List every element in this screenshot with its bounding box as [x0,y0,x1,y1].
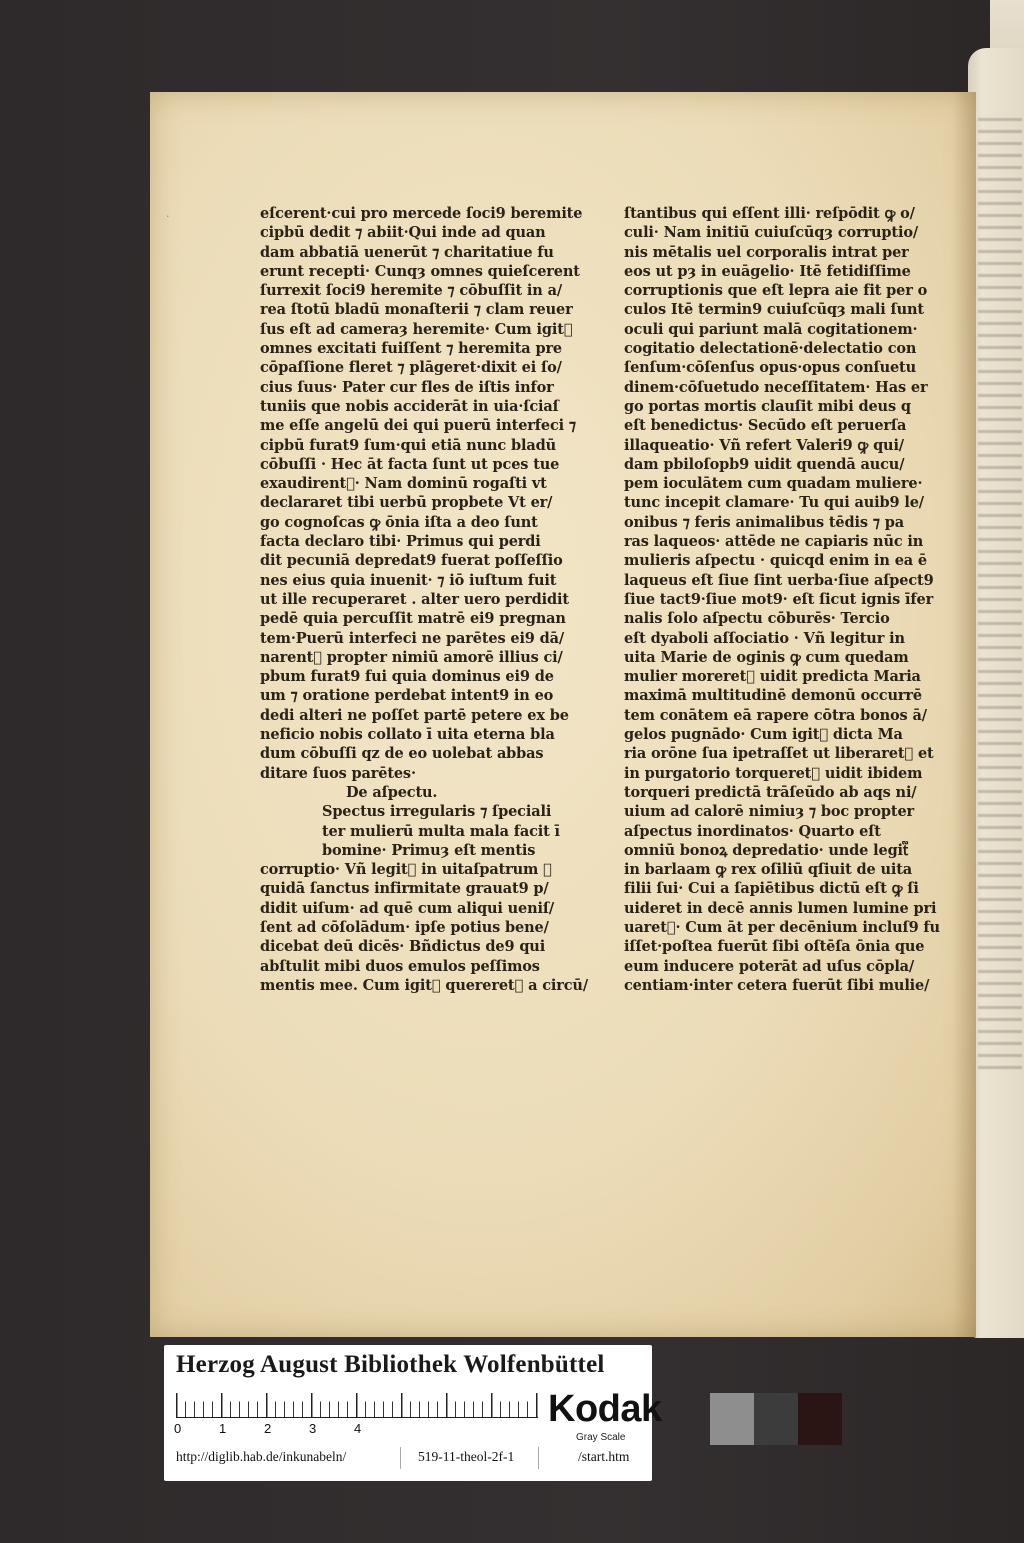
kodak-logo: Kodak [548,1388,662,1430]
text-line: iſſet·poſtea fuerūt ſibi oſtēſa ōnia que [624,938,925,956]
ruler-label: 2 [264,1421,272,1436]
text-line: oculi qui pariunt malā cogitationem· [624,320,918,338]
text-line: erunt recepti· Cunqȝ omnes quieſcerent [260,262,580,280]
text-line: pedē quia percuſſit matrē ei9 pregnan [260,610,566,628]
text-line: mulieris aſpectu · quicqd enim in ea ē [624,552,927,570]
text-line: dedi alteri ne poſſet partē petere ex be [260,706,569,724]
ruler-label: 3 [309,1421,317,1436]
text-line: dam pbiloſopb9 uidit quendā aucu/ [624,455,905,473]
text-line: cogitatio delectationē·delectatio con [624,340,917,358]
text-line: go cognoſcas ꝙ ōnia iſta a deo ſunt [260,513,538,531]
text-line: nalis ſolo aſpectu cōburēs· Tercio [624,610,890,628]
section-heading: De aſpectu. [346,783,438,801]
text-line: ter mulierū multa mala facit ī [322,822,560,840]
text-line: eſt dyaboli aſſociatio · Vñ legitur in [624,629,905,647]
text-line: mulier moreret᷑ uidit predicta Maria [624,668,921,686]
color-calibration-card [164,1345,662,1481]
text-line: ſtantibus qui eſſent illi· reſpōdit ꝙ o/ [624,205,915,222]
text-line: in purgatorio torqueret᷑ uidit ibidem [624,764,923,782]
text-line: torqueri predictā trāſeūdo ab aqs ni/ [624,783,917,801]
ruler-label: 0 [174,1421,182,1436]
text-line: cius ſuus· Pater cur fles de iſtis infor [260,378,554,396]
text-line: dicebat deū dicēs· Bñdictus de9 qui [260,938,546,956]
text-line: ut ille recuperaret . alter uero perdidit [260,590,569,608]
manuscript-page [150,92,976,1337]
text-line: mentis mee. Cum igit᷑ quereret᷑ a circū/ [260,976,588,994]
text-line: cōpaſſione fleret ⁊ plāgeret·dixit ei ſo/ [260,359,562,377]
text-line: ras laqueos· attēde ne capiaris nūc in [624,533,924,551]
text-line: quidā ſanctus infirmitate grauat9 p/ [260,880,549,898]
margin-smudge: · [166,210,170,223]
text-line: dit pecuniā depredat9 fuerat poſſeſſio [260,552,563,570]
library-name: Herzog August Bibliothek Wolfenbüttel [176,1351,605,1378]
text-line: omnes excitati fuiſſent ⁊ heremita pre [260,340,563,358]
shelfmark: 519-11-theol-2f-1 [418,1449,515,1464]
footer-divider [400,1447,401,1469]
gray-patch [754,1393,798,1445]
text-line: maximā multitudinē demonū occurrē [624,687,922,705]
text-line: uita Marie de oginis ꝙ cum quedam [624,648,909,666]
text-line: cipbū dedit ⁊ abiit·Qui inde ad quan [260,224,546,242]
text-line: uium ad calorē nimiuȝ ⁊ boc propter [624,803,915,821]
gray-scale-patches [710,1393,842,1445]
text-line: tuniis que nobis acciderāt in uia·ſciaſ [260,397,559,415]
gray-scale-label: Gray Scale [576,1432,626,1443]
text-line: Spectus irregularis ⁊ ſpeciali [322,803,552,821]
text-line: ſent ad cōſolādum· ipſe potius bene/ [260,918,549,936]
text-line: culi· Nam initiū cuiuſcūqȝ corruptio/ [624,224,918,242]
next-leaf-edge [968,48,1024,1338]
gray-patch [710,1393,754,1445]
text-line: culos Itē termin9 cuiuſcūqȝ mali ſunt [624,301,924,319]
text-line: um ⁊ oratione perdebat intent9 in eo [260,687,554,705]
right-text-column [624,204,954,995]
text-line: cipbū furat9 ſum·qui etiā nunc bladū [260,436,556,454]
text-line: filii ſui· Cui a ſapiētibus dictū eſt ꝙ ſi [624,880,919,898]
text-line: bomine· Primuȝ eſt mentis [322,841,536,859]
text-line: uaret᷑· Cum āt per decēnium incluſ9 fu [624,918,940,936]
text-line: didit uiſum· ad quē cum aliqui ueniſ/ [260,899,555,917]
text-line: tem conātem eā rapere cōtra bonos ā/ [624,706,927,724]
text-line: ſurrexit ſoci9 heremite ⁊ cōbuſſit in a/ [260,282,562,300]
text-line: tem·Puerū interfeci ne parētes ei9 dā/ [260,629,565,647]
text-line: dum cōbuſſi qz de eo uolebat abbas [260,745,544,763]
text-line: narent᷑ propter nimiū amorē illius ci/ [260,648,563,666]
text-line: nis mētalis uel corporalis intrat per [624,243,909,261]
footer-divider [538,1447,539,1469]
text-line: pbum furat9 fui quia dominus ei9 de [260,668,554,686]
text-line: cōbuſſi · Hec āt facta ſunt ut pces tue [260,455,560,473]
text-line: dinem·cōſuetudo neceſſitatem· Has er [624,378,928,396]
text-line: centiam·inter cetera fuerūt ſibi mulie/ [624,976,930,994]
text-line: ſus eſt ad cameraȝ heremite· Cum igit᷑ [260,320,573,338]
text-line: onibus ⁊ feris animalibus tēdis ⁊ pa [624,513,904,531]
text-line: ſenſum·cōſenſus opus·opus conſuetu [624,359,916,377]
text-line: eſcerent·cui pro mercede ſoci9 beremite [260,205,583,222]
gray-patch [798,1393,842,1445]
text-line: declararet tibi uerbū propbete Vt er/ [260,494,553,512]
text-line: tunc incepit clamare· Tu qui auib9 le/ [624,494,924,512]
text-line: corruptionis que eſt lepra aie fit per o [624,282,928,300]
text-line: me eſſe angelū dei qui puerū interfeci ⁊ [260,417,576,435]
text-line: go portas mortis clauſit mibi deus q [624,397,911,415]
text-line: ria orōne ſua ipetraſſet ut liberaret᷑ et [624,745,934,763]
text-line: eum inducere poterāt ad uſus cōpla/ [624,957,915,975]
text-line: nes eius quia inuenit· ⁊ iō iuſtum fuit [260,571,557,589]
ruler-major-ticks [176,1393,538,1417]
text-line: rea ſtotū bladū monaſterii ⁊ clam reuer [260,301,573,319]
text-line: omniū bonoꝝ depredatio· unde legit᷑ [624,841,908,859]
start-page-link: /start.htm [578,1449,630,1464]
ruler-label: 1 [219,1421,227,1436]
text-line: in barlaam ꝙ rex oſiliū qſiuit de uita [624,861,913,879]
left-text-column [260,204,590,995]
text-line: neficio nobis collato ī uita eterna bla [260,726,555,744]
text-line: corruptio· Vñ legit᷑ in uitaſpatrum ꝙ [260,861,552,879]
text-line: gelos pugnādo· Cum igit᷑ dicta Ma [624,726,903,744]
digital-library-url: http://diglib.hab.de/inkunabeln/ [176,1449,347,1464]
text-line: pem ioculātem cum quadam muliere· [624,475,923,493]
text-line: eſt benedictus· Secūdo eſt peruerſa [624,417,907,435]
text-line: ditare ſuos parētes· [260,764,416,782]
text-line: aſpectus inordinatos· Quarto eſt [624,822,881,840]
text-line: eos ut pȝ in euāgelio· Itē fetidiſſime [624,262,911,280]
text-line: exaudirent᷑· Nam dominū rogaſti vt [260,475,547,493]
next-leaf-bleed-through [978,118,1022,1078]
text-line: facta declaro tibi· Primus qui perdi [260,533,541,551]
text-line: uideret in decē annis lumen lumine pri [624,899,937,917]
text-line: dam abbatiā uenerūt ⁊ charitatiue fu [260,243,554,261]
text-line: ſiue tact9·ſiue mot9· eſt ſicut ignis īfer [624,590,934,608]
text-line: laqueus eſt ſiue ſint uerba·ſiue aſpect9 [624,571,934,589]
text-line: illaqueatio· Vñ refert Valeri9 ꝙ qui/ [624,436,904,454]
text-line: abſtulit mibi duos emulos peſſimos [260,957,540,975]
ruler-label: 4 [354,1421,362,1436]
